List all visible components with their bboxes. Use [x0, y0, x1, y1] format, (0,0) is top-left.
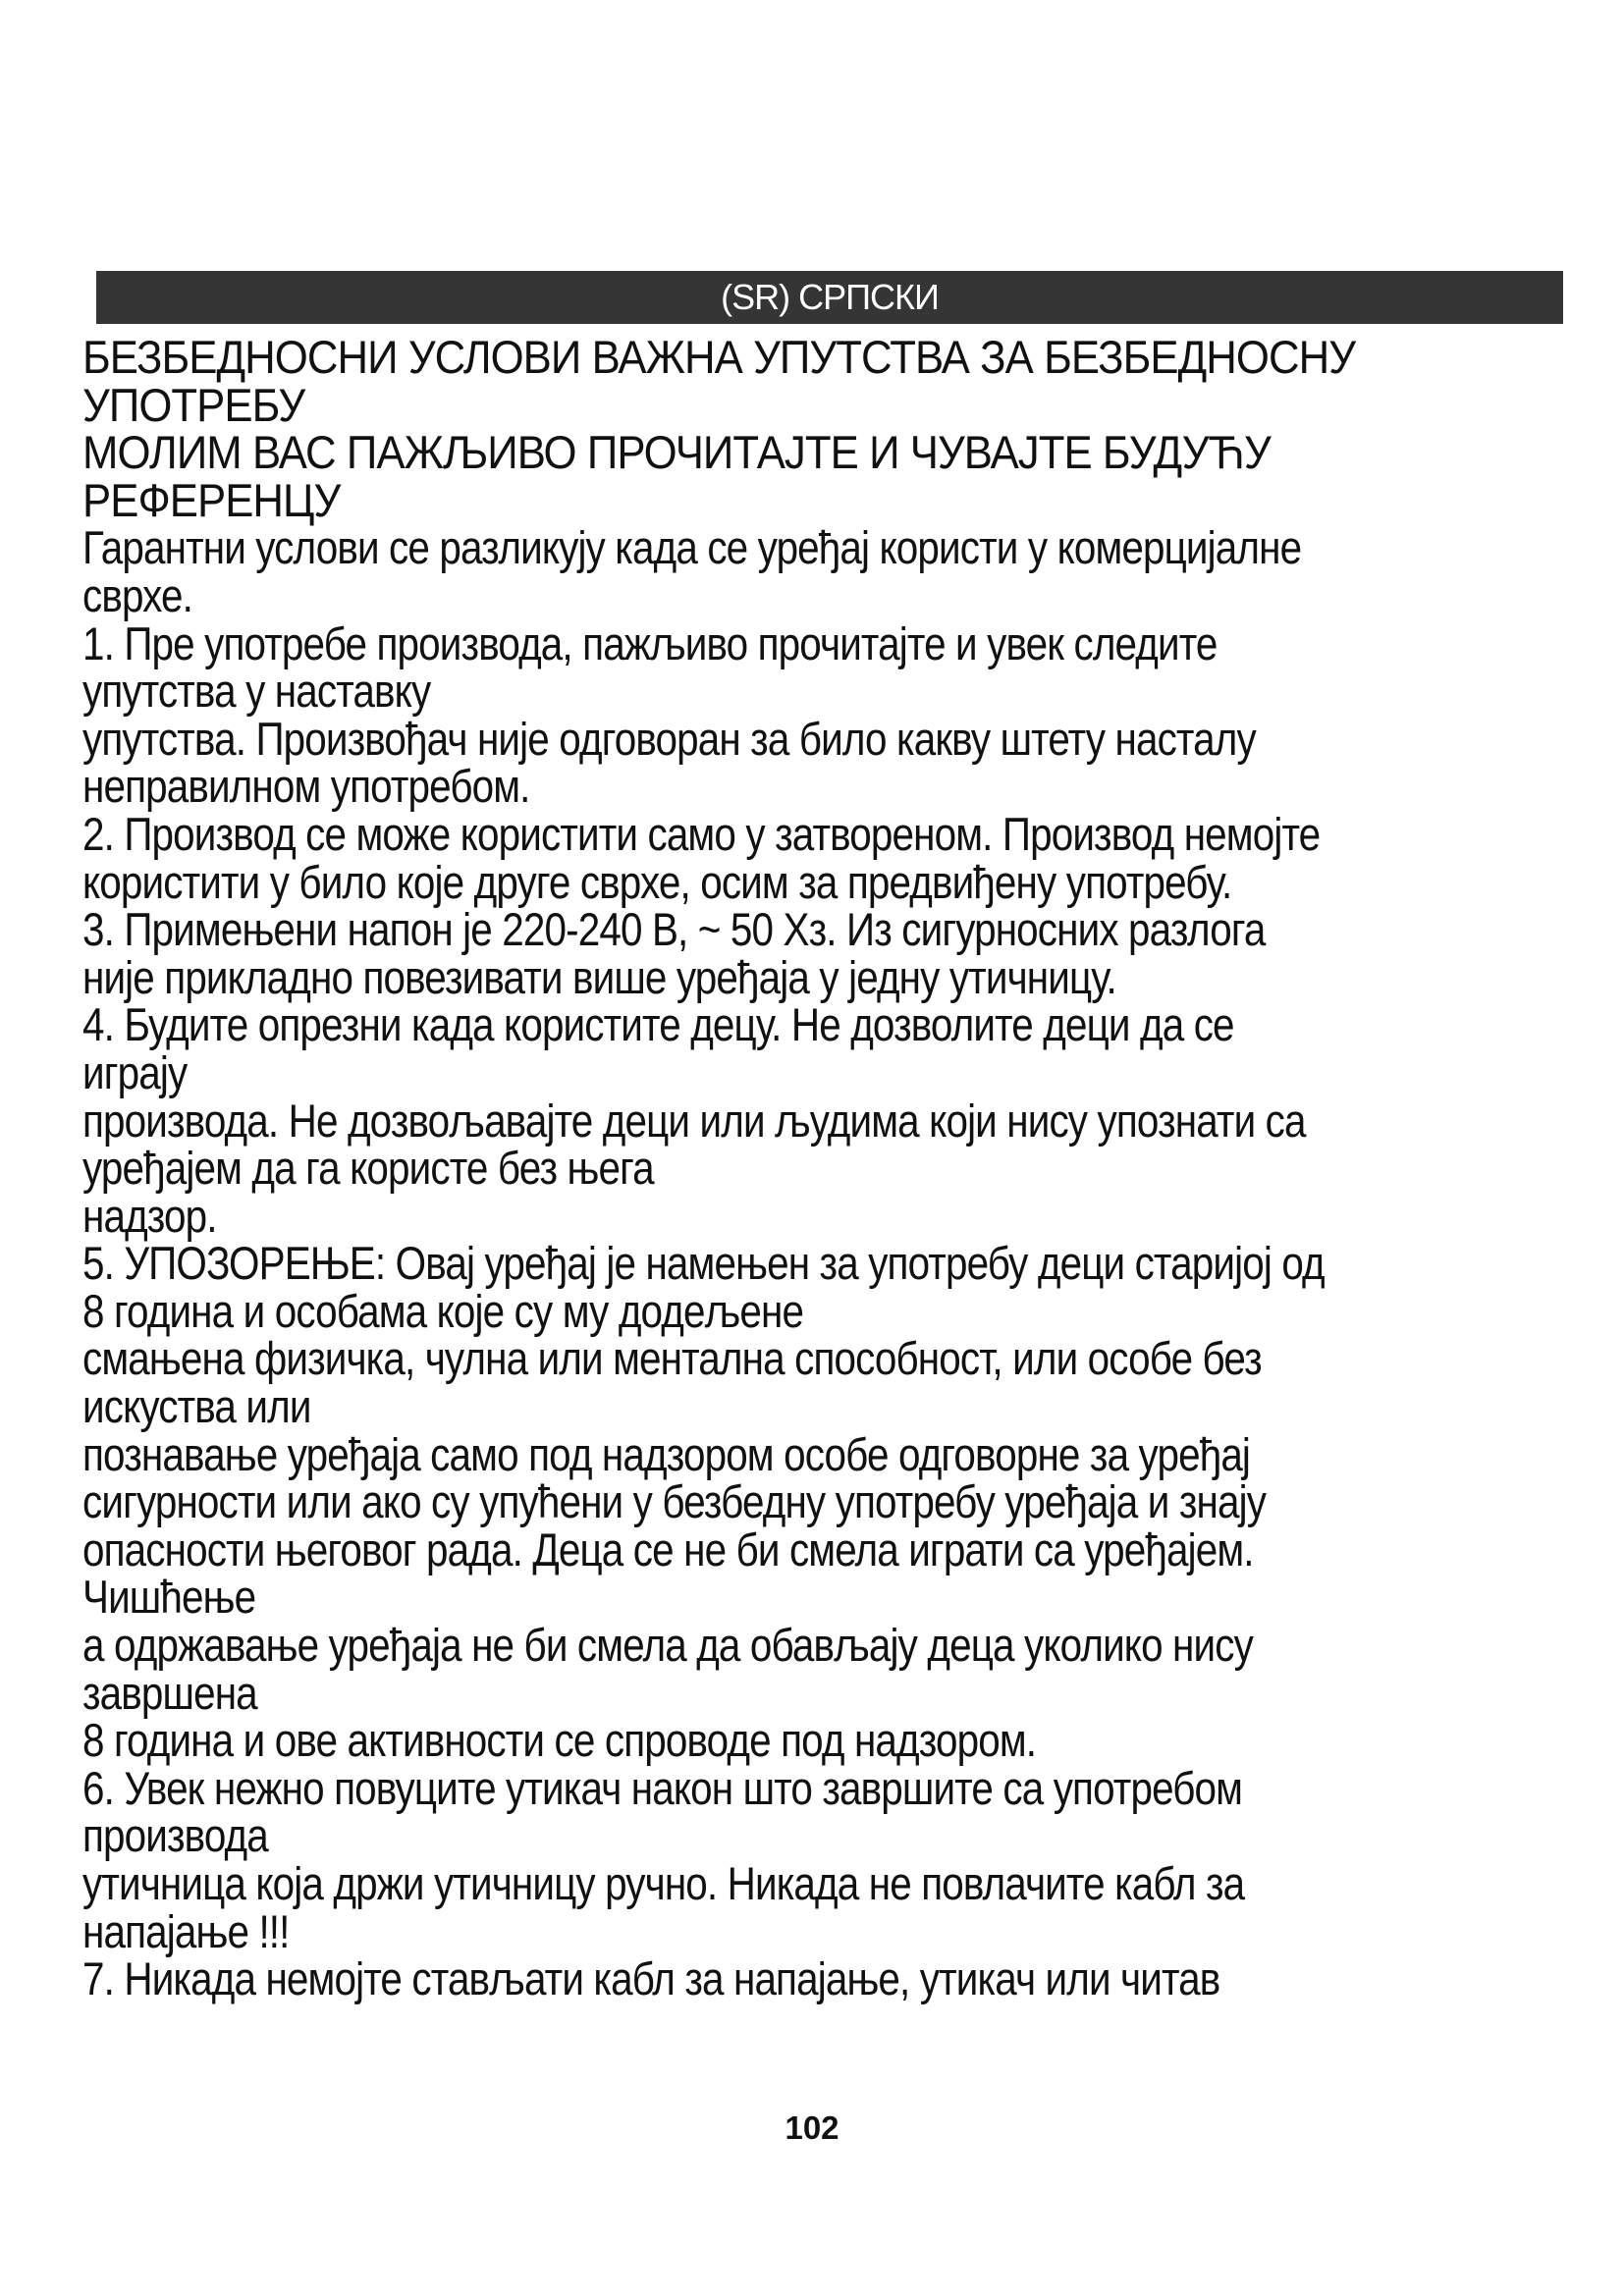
- text-line: производа: [82, 1809, 268, 1862]
- text-line: 3. Примењени напон је 220-240 В, ~ 50 Хз. Из сигурносних разлога: [82, 903, 1266, 956]
- text-line: Гарантни услови се разликују када се уређај користи у комерцијалне: [82, 521, 1302, 574]
- text-line: Чишћење: [82, 1571, 256, 1624]
- text-line: смањена физичка, чулна или ментална способност, или особе без: [82, 1332, 1262, 1385]
- safety-instructions-text: [82, 331, 1555, 2005]
- text-line: 8 година и ове активности се спроводе под надзором.: [82, 1714, 1037, 1767]
- text-line: упутства у наставку: [82, 665, 431, 718]
- text-line: 7. Никада немојте стављати кабл за напајање, утикач или читав: [82, 1952, 1220, 2005]
- language-header-bar: [96, 271, 1563, 324]
- text-line: сигурности или ако су упућени у безбедну употребу уређаја и знају: [82, 1475, 1267, 1528]
- text-line: упутства. Произвођач није одговоран за било какву штету насталу: [82, 712, 1256, 765]
- text-line: сврхе.: [82, 568, 193, 621]
- heading-line: МОЛИМ ВАС ПАЖЉИВО ПРОЧИТАЈТЕ И ЧУВАЈТЕ БУДУЋУ: [82, 426, 1271, 479]
- text-line: 1. Пре употребе производа, пажљиво прочитајте и увек следите: [82, 616, 1218, 669]
- text-line: а одржавање уређаја не би смела да обављају деца уколико нису: [82, 1619, 1253, 1672]
- page-number: 102: [785, 2109, 839, 2146]
- text-line: није прикладно повезивати више уређаја у једну утичницу.: [82, 950, 1116, 1003]
- text-line: завршена: [82, 1666, 257, 1719]
- text-line: утичница која држи утичницу ручно. Никада не повлачите кабл за: [82, 1857, 1245, 1909]
- text-line: производа. Не дозвољавајте деци или људима који нису упознати са: [82, 1094, 1306, 1147]
- text-line: 5. УПОЗОРЕЊЕ: Овај уређај је намењен за употребу деци старијој од: [82, 1237, 1325, 1290]
- text-line: 4. Будите опрезни када користите децу. Не дозволите деци да се: [82, 998, 1234, 1051]
- language-label: (SR) СРПСКИ: [721, 277, 939, 317]
- text-line: 2. Производ се може користити само у затвореном. Производ немојте: [82, 807, 1321, 860]
- text-line: користити у било које друге сврхе, осим за предвиђену употребу.: [82, 855, 1232, 908]
- heading-line: РЕФЕРЕНЦУ: [82, 473, 341, 526]
- text-line: 8 година и особама које су му додељене: [82, 1284, 804, 1337]
- heading-line: БЕЗБЕДНОСНИ УСЛОВИ ВАЖНА УПУТСТВА ЗА БЕЗБЕДНОСНУ: [82, 331, 1356, 383]
- text-line: неправилном употребом.: [82, 760, 530, 813]
- text-line: напајање !!!: [82, 1904, 290, 1957]
- text-line: 6. Увек нежно повуците утикач након што завршите са употребом: [82, 1761, 1243, 1814]
- text-line: опасности његовог рада. Деца се не би смела играти са уређајем.: [82, 1522, 1254, 1575]
- text-line: познавање уређаја само под надзором особе одговорне за уређај: [82, 1427, 1251, 1480]
- text-line: играју: [82, 1045, 188, 1098]
- text-line: искуства или: [82, 1380, 311, 1433]
- heading-line: УПОТРЕБУ: [82, 378, 305, 431]
- text-line: надзор.: [82, 1189, 217, 1242]
- text-line: уређајем да га користе без њега: [82, 1142, 654, 1195]
